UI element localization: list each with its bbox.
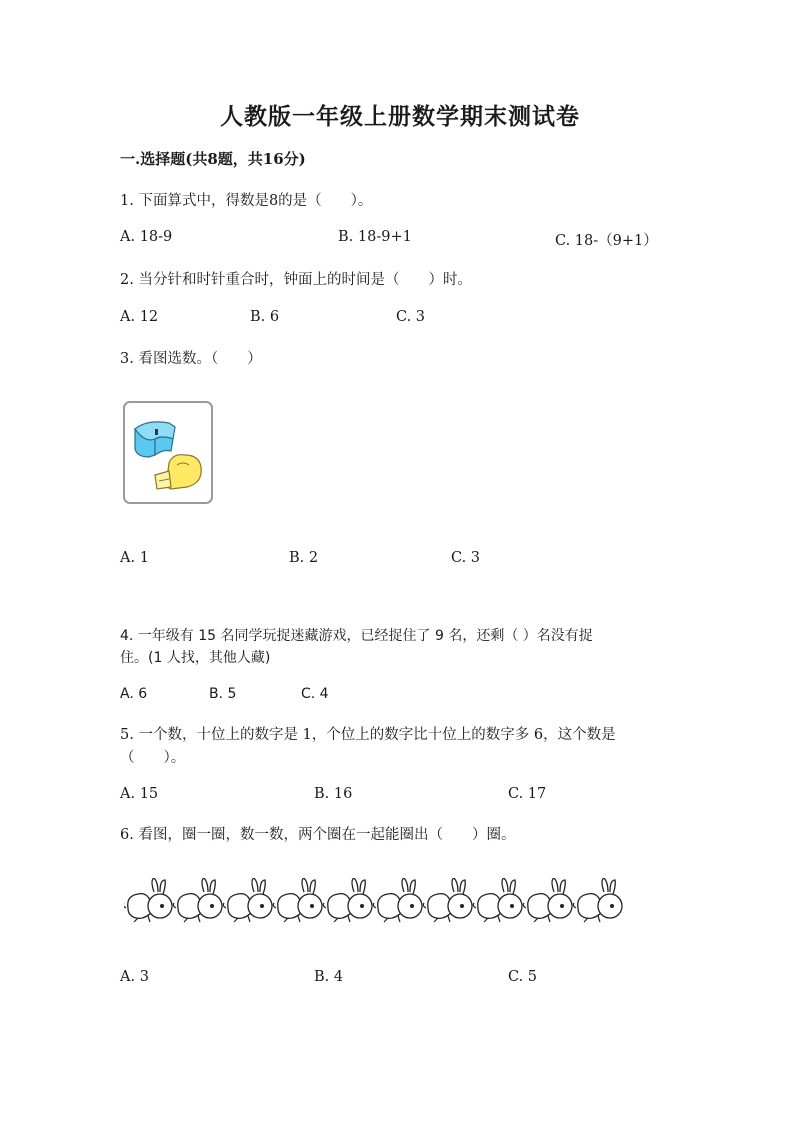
question-6-option-a: A. 3 [120,969,149,985]
section-heading: 一.选择题(共8题，共16分) [120,150,306,168]
toy-yellow-ocarina-icon [155,455,201,489]
rabbit-icon [223,878,272,922]
question-3-option-b: B. 2 [289,550,319,566]
question-3-option-a: A. 1 [120,550,149,566]
question-1-option-b: B. 18-9+1 [338,229,412,245]
rabbit-icon [523,878,572,922]
question-4-option-c: C. 4 [301,686,329,702]
rabbit-icon [323,878,372,922]
question-6-stem: 6. 看图，圈一圈，数一数，两个圈在一起能圈出（ ）圈。 [120,827,516,843]
question-5-option-b: B. 16 [314,786,353,802]
rabbit-icon [124,878,172,922]
question-5-option-c: C. 17 [508,786,547,802]
question-2-option-a: A. 12 [120,309,159,325]
question-4-stem-line-1: 4. 一年级有 15 名同学玩捉迷藏游戏，已经捉住了 9 名，还剩（ ）名没有捉 [120,628,593,644]
question-5-stem-line-1: 5. 一个数，十位上的数字是 1，个位上的数字比十位上的数字多 6，这个数是 [120,727,616,743]
question-3-stem: 3. 看图选数。（ ） [120,351,262,367]
question-6-option-c: C. 5 [508,969,538,985]
rabbit-icon [473,878,522,922]
rabbit-icon [273,878,322,922]
rabbits-row [124,878,624,924]
toys-picture [123,401,213,504]
toy-blue-cup-icon [135,422,175,457]
question-4-option-b: B. 5 [209,686,237,702]
rabbit-icon [573,878,622,922]
page-title: 人教版一年级上册数学期末测试卷 [220,103,580,130]
rabbit-icon [423,878,472,922]
question-2-stem: 2. 当分针和时针重合时，钟面上的时间是（ ）时。 [120,272,472,288]
question-1-stem: 1. 下面算式中，得数是8的是（ ）。 [120,193,373,209]
question-4-stem-line-2: 住。(1 人找，其他人藏) [120,650,271,666]
question-1-option-a: A. 18-9 [120,229,173,245]
question-5-stem-line-2: （ ）。 [120,750,186,766]
question-5-option-a: A. 15 [120,786,159,802]
question-2-option-b: B. 6 [250,309,280,325]
question-4-option-a: A. 6 [120,686,148,702]
rabbit-icon [173,878,222,922]
question-2-option-c: C. 3 [396,309,426,325]
question-1-option-c: C. 18-（9+1） [555,233,658,249]
question-3-option-c: C. 3 [451,550,481,566]
rabbit-icon [373,878,422,922]
question-6-option-b: B. 4 [314,969,344,985]
